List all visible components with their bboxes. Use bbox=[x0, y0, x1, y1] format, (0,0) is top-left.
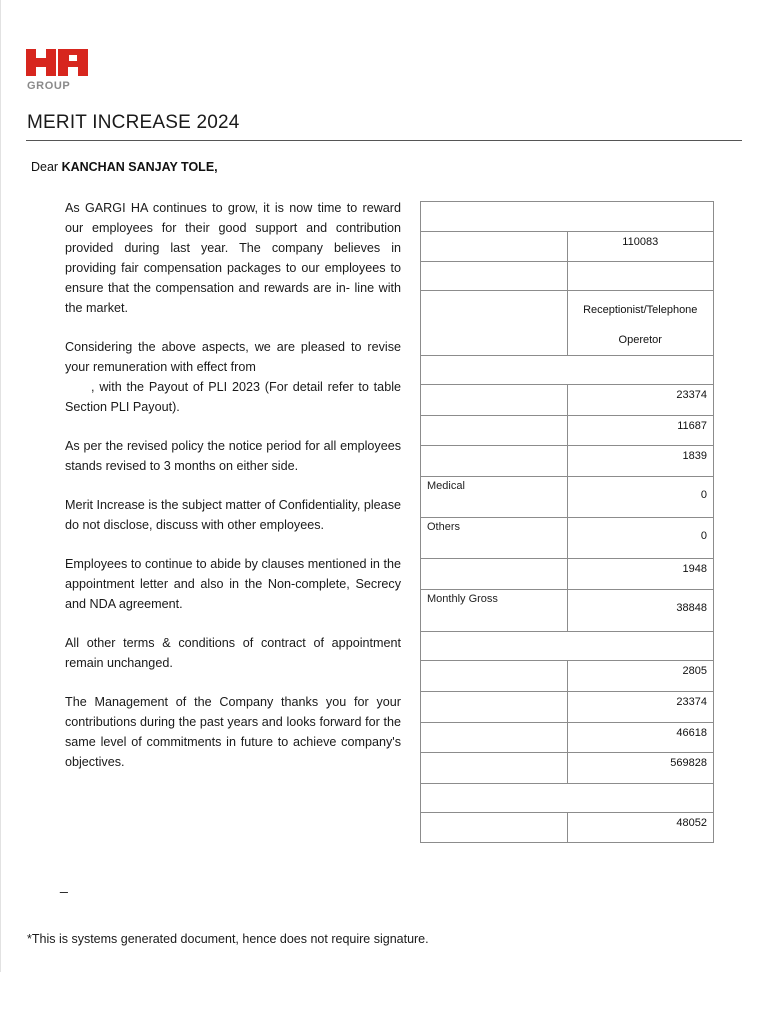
table-row bbox=[421, 661, 714, 692]
page-title: MERIT INCREASE 2024 bbox=[27, 112, 240, 133]
employer-pf-value: 2805 bbox=[567, 661, 714, 692]
hra-value: 11687 bbox=[567, 416, 714, 446]
table-row bbox=[421, 632, 714, 661]
table-row bbox=[421, 262, 714, 291]
table-row bbox=[421, 356, 714, 385]
gratuity-value: 46618 bbox=[567, 723, 714, 753]
title-divider bbox=[26, 140, 742, 141]
paragraph-revision bbox=[65, 337, 401, 417]
others-label: Others bbox=[421, 518, 568, 559]
others-value: 0 bbox=[567, 518, 714, 559]
pli-payout-text: , with the Payout of PLI 2023 (For detail refer to table Section PLI Payout). bbox=[65, 380, 401, 414]
annual-ctc-value: 569828 bbox=[567, 753, 714, 784]
salutation-prefix: Dear bbox=[31, 160, 62, 174]
monthly-gross-label: Monthly Gross bbox=[421, 590, 568, 632]
table-row bbox=[421, 232, 714, 262]
table-row bbox=[421, 813, 714, 843]
medical-label: Medical bbox=[421, 477, 568, 518]
bonus-value: 23374 bbox=[567, 692, 714, 723]
salary-table bbox=[420, 201, 714, 843]
table-row bbox=[421, 692, 714, 723]
monthly-gross-value: 38848 bbox=[567, 590, 714, 632]
designation-line1: Receptionist/Telephone bbox=[583, 304, 698, 316]
revision-text: Considering the above aspects, we are pleased to revise your remuneration with effect from bbox=[65, 340, 401, 374]
paragraph-thanks: The Management of the Company thanks you for your contributions during the past years and looks forward for the same level of commitments in future to achieve company's objectives. bbox=[65, 695, 401, 769]
table-row bbox=[421, 559, 714, 590]
paragraph-intro: As GARGI HA continues to grow, it is now time to reward our employees for their good support and contribution provided during last year. The company believes in providing fair compensation packages to our employees to ensure that the compensation and rewards are in- line with the market. bbox=[65, 201, 401, 315]
paragraph-notice-period: As per the revised policy the notice period for all employees stands revised to 3 months on either side. bbox=[65, 439, 401, 473]
conveyance-value: 1839 bbox=[567, 446, 714, 477]
pli-payout-value: 48052 bbox=[567, 813, 714, 843]
designation-line2: Operetor bbox=[618, 334, 662, 346]
table-row bbox=[421, 723, 714, 753]
table-row bbox=[421, 202, 714, 232]
medical-value: 0 bbox=[567, 477, 714, 518]
paragraph-clauses: Employees to continue to abide by clauses mentioned in the appointment letter and also in the Non-complete, Secrecy and NDA agreement. bbox=[65, 557, 401, 611]
other-allowance-value: 1948 bbox=[567, 559, 714, 590]
table-row bbox=[421, 385, 714, 416]
table-row bbox=[421, 446, 714, 477]
footer-note: *This is systems generated document, hence does not require signature. bbox=[27, 932, 429, 946]
employee-name: KANCHAN SANJAY TOLE, bbox=[61, 160, 218, 174]
table-row bbox=[421, 784, 714, 813]
letter-body bbox=[65, 198, 401, 791]
table-row bbox=[421, 590, 714, 632]
table-row bbox=[421, 291, 714, 356]
paragraph-confidentiality: Merit Increase is the subject matter of Confidentiality, please do not disclose, discuss with other employees. bbox=[65, 498, 401, 532]
logo-group-text: GROUP bbox=[27, 80, 71, 92]
designation-value bbox=[567, 291, 714, 356]
paragraph-terms: All other terms & conditions of contract of appointment remain unchanged. bbox=[65, 636, 401, 670]
signature-placeholder: _ bbox=[60, 877, 68, 893]
table-row bbox=[421, 753, 714, 784]
table-row bbox=[421, 416, 714, 446]
salutation bbox=[31, 160, 218, 174]
table-row bbox=[421, 477, 714, 518]
employee-id-value: 110083 bbox=[567, 232, 714, 262]
basic-value: 23374 bbox=[567, 385, 714, 416]
page-edge bbox=[0, 0, 1, 972]
table-row bbox=[421, 518, 714, 559]
